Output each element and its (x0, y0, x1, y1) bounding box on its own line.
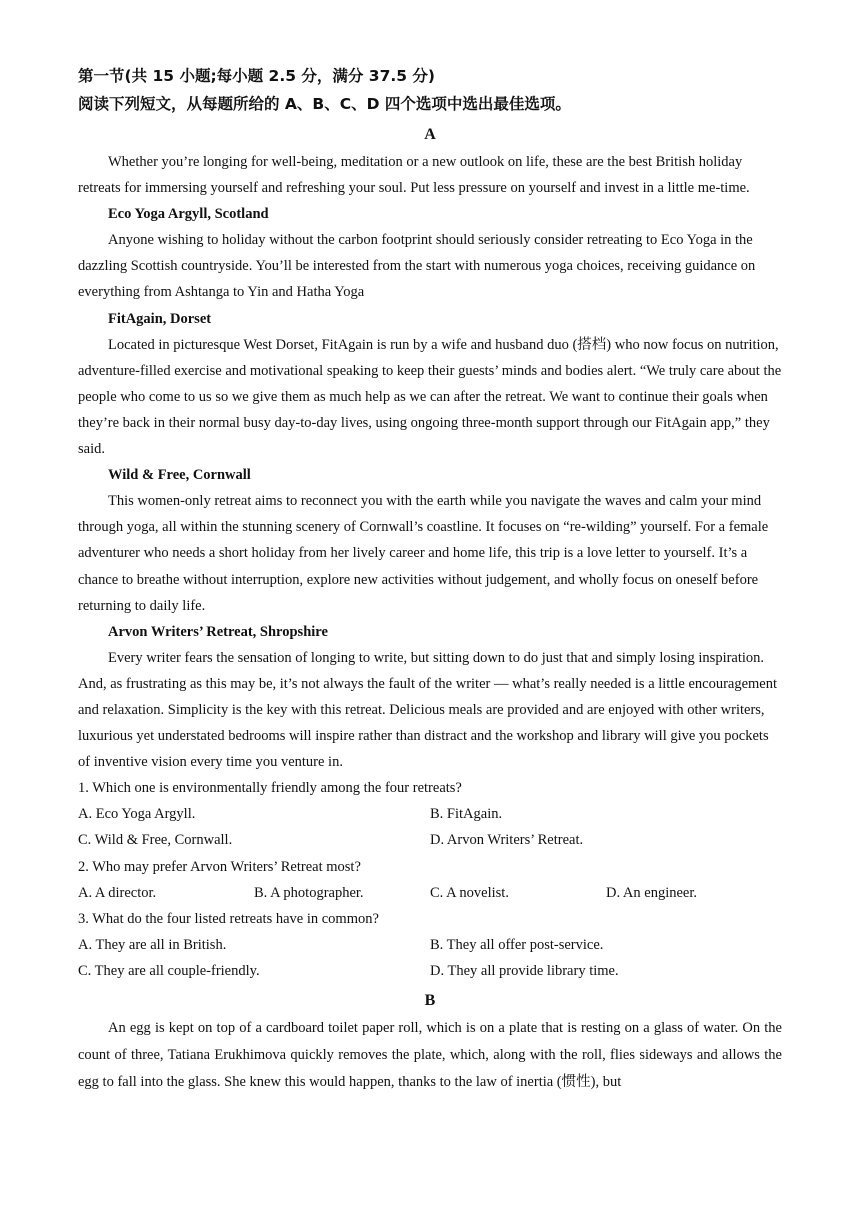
section-heading: 第一节(共 15 小题;每小题 2.5 分，满分 37.5 分) (78, 67, 436, 85)
question-3-option-d: D. They all provide library time. (430, 962, 619, 979)
question-2-option-b: B. A photographer. (254, 884, 364, 901)
passage-b-label: B (424, 992, 436, 1009)
question-1-option-a: A. Eco Yoga Argyll. (78, 806, 196, 823)
section-text-arvon: Every writer fears the sensation of longing to write, but sitting down to do just that and simply losing inspiration. And, as frustrating as this may be, it’s not always the fault of the writer — what’s really needed is a little encouragement and relaxation. Simplicity is the key with this retreat. Delicious meals are provided and are enjoyed with other writers, luxurious yet understated bedrooms will inspire rather than distract and the workshop and library will give you pockets of inventive vision every time you venture in. (78, 649, 778, 771)
passage-a-intro: Whether you’re longing for well-being, meditation or a new outlook on life, these are the best British holiday retreats for immersing yourself and refreshing your soul. Put less pressure on yourself and invest in a little me-time. (78, 154, 750, 197)
question-3-stem: 3. What do the four listed retreats have in common? (78, 910, 379, 927)
question-1-stem: 1. Which one is environmentally friendly among the four retreats? (78, 780, 462, 797)
question-2-option-d: D. An engineer. (606, 884, 698, 901)
question-3-option-b: B. They all offer post-service. (430, 936, 604, 953)
question-3-options (78, 932, 782, 984)
section-text-fitagain: Located in picturesque West Dorset, FitAgain is run by a wife and husband duo (搭档) who now focus on nutrition, adventure-filled exercise and motivational speaking to keep their guests’ minds and bodies alert. “We truly care about the people who come to us so we give them as much help as we can after the retreat. We want to continue their goals when they’re back in their normal busy day-to-day lives, using ongoing three-month support through our FitAgain app,” they said. (78, 336, 782, 458)
section-title-eco-yoga: Eco Yoga Argyll, Scotland (108, 206, 269, 223)
section-text-wild-free: This women-only retreat aims to reconnect you with the earth while you navigate the waves and calm your mind through yoga, all within the stunning scenery of Cornwall’s coastline. It focuses on “re-wilding” yourself. For a female adventurer who needs a short holiday from her lively career and home life, this trip is a love letter to yourself. It’s a chance to breathe without interruption, explore new activities without judgement, and wholly focus on oneself before returning to daily life. (78, 493, 769, 614)
question-1-option-b: B. FitAgain. (430, 806, 503, 823)
section-title-fitagain: FitAgain, Dorset (108, 310, 212, 327)
passage-b-intro: An egg is kept on top of a cardboard toilet paper roll, which is on a plate that is resting on a glass of water. On the count of three, Tatiana Erukhimova quickly removes the plate, which, along with the roll, flies sideways and allows the egg to fall into the glass. She knew this would happen, thanks to the law of inertia (惯性), but (78, 1020, 782, 1090)
section-text-eco-yoga: Anyone wishing to holiday without the carbon footprint should seriously consider retreating to Eco Yoga in the dazzling Scottish countryside. You’ll be interested from the start with numerous yoga choices, receiving guidance on everything from Ashtanga to Yin and Hatha Yoga (78, 232, 756, 301)
section-title-wild-free: Wild & Free, Cornwall (108, 467, 251, 484)
question-3-option-c: C. They are all couple-friendly. (78, 962, 260, 979)
question-2-option-c: C. A novelist. (430, 884, 509, 901)
question-2-options (78, 880, 782, 906)
question-3-option-a: A. They are all in British. (78, 936, 227, 953)
instructions: 阅读下列短文，从每题所给的 A、B、C、D 四个选项中选出最佳选项。 (78, 95, 571, 113)
question-2-stem: 2. Who may prefer Arvon Writers’ Retreat most? (78, 858, 361, 875)
passage-a-label: A (424, 126, 436, 143)
section-title-arvon: Arvon Writers’ Retreat, Shropshire (108, 623, 328, 640)
question-2-option-a: A. A director. (78, 884, 157, 901)
exam-page (78, 62, 782, 1096)
question-1-option-c: C. Wild & Free, Cornwall. (78, 832, 233, 849)
question-1-options (78, 801, 782, 853)
question-1-option-d: D. Arvon Writers’ Retreat. (430, 832, 584, 849)
